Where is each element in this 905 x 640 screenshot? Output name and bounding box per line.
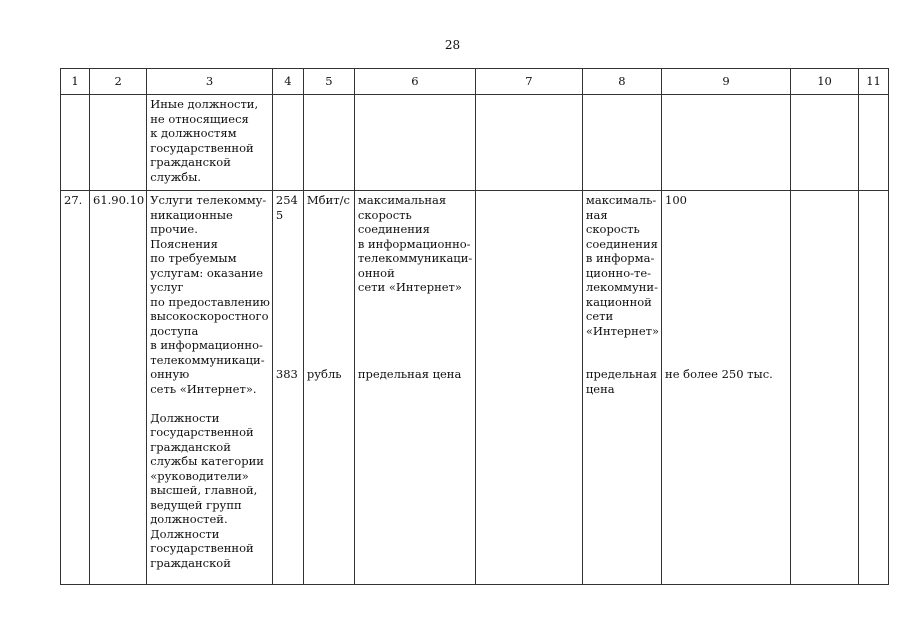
cell-text-line (665, 251, 788, 266)
cell-text-line (276, 309, 301, 324)
cell-text-line: сеть «Интернет». (150, 381, 257, 396)
cell-text-line (276, 338, 301, 353)
column-header-8: 8 (582, 69, 661, 95)
cell-text-line: 254 (275, 193, 298, 207)
cell-text-line (307, 251, 352, 266)
column-header-9: 9 (662, 69, 791, 95)
column-header-6: 6 (354, 69, 475, 95)
cell-text-line: службы. (150, 169, 202, 184)
cell-text-line: в информа- (585, 251, 655, 265)
column-header-10: 10 (791, 69, 859, 95)
cell-text-line: государственной (150, 425, 254, 439)
cell-text-line: гражданской (150, 439, 231, 454)
cell-text-line: соединения (585, 236, 658, 251)
cell-text-line (276, 222, 301, 237)
table-cell-col-7 (475, 95, 582, 191)
table-cell-col-3 (147, 95, 273, 191)
cell-text-line (665, 208, 788, 223)
table-cell-col-8 (582, 191, 661, 585)
header-row (61, 69, 889, 95)
cell-text-line: сети (585, 309, 614, 323)
cell-text-line: ведущей групп (150, 497, 242, 512)
column-header-2: 2 (90, 69, 147, 95)
cell-text-line: онную (150, 367, 190, 381)
table-cell-col-2 (90, 191, 147, 585)
cell-text-line (665, 309, 788, 324)
cell-text-line (307, 222, 352, 237)
cell-text-line: не относящиеся (150, 111, 249, 126)
column-header-7: 7 (475, 69, 582, 95)
table-cell-col-9 (662, 191, 791, 585)
cell-text-line: службы категории (150, 454, 264, 468)
table-cell-col-11 (859, 191, 889, 585)
cell-text-line (150, 396, 270, 411)
cell-text-line (358, 309, 473, 324)
cell-text-line: по предоставлению (150, 294, 270, 309)
cell-text-line (586, 338, 659, 353)
cell-text-line: лекоммуни- (585, 280, 658, 294)
cell-text-line (307, 295, 352, 310)
cell-text-line (307, 309, 352, 324)
cell-text-line (276, 251, 301, 266)
cell-text-line (276, 266, 301, 281)
cell-text-line (276, 237, 301, 252)
cell-text-line: к должностям (150, 126, 237, 140)
cell-text-line: предельная (585, 367, 657, 381)
cell-text-line: рубль (306, 367, 342, 381)
table-cell-col-2 (90, 95, 147, 191)
cell-text-line: предельная цена (357, 367, 462, 381)
table-cell-col-4 (272, 191, 303, 585)
cell-text-line: 383 (275, 367, 298, 381)
table-cell-col-1 (61, 95, 90, 191)
cell-text-line: цена (585, 381, 615, 396)
table-cell-col-1 (61, 191, 90, 585)
cell-text-line: никационные (150, 207, 233, 222)
cell-text-line (358, 353, 473, 368)
cell-text-line (276, 280, 301, 295)
cell-text-line: услугам: оказание (150, 265, 264, 280)
cell-text-line (307, 280, 352, 295)
cell-text-line (665, 222, 788, 237)
cell-text-line (665, 338, 788, 353)
cell-text-line (665, 324, 788, 339)
cell-text-line: доступа (150, 323, 199, 338)
cell-text-line (665, 295, 788, 310)
cell-text-line: высшей, главной, (150, 483, 258, 497)
cell-text-line: государственной (150, 541, 254, 555)
cell-text-line (276, 295, 301, 310)
cell-text-line: Мбит/с (306, 193, 350, 207)
cell-text-line: 61.90.10 (93, 193, 145, 207)
table-cell-col-6 (354, 191, 475, 585)
cell-text-line (358, 324, 473, 339)
table-row (61, 95, 889, 191)
cell-text-line (307, 266, 352, 281)
cell-text-line: Пояснения (150, 236, 218, 251)
cell-text-line: Должности (150, 526, 220, 541)
table-cell-col-10 (791, 95, 859, 191)
cell-text-line: по требуемым (150, 251, 237, 265)
table-cell-col-3 (147, 191, 273, 585)
table-cell-col-5 (303, 191, 354, 585)
table-cell-col-5 (303, 95, 354, 191)
cell-text-line (276, 353, 301, 368)
cell-text-line: ная (585, 207, 608, 222)
cell-text-line: максимальная (357, 193, 447, 207)
document-table (60, 68, 889, 585)
cell-text-line (665, 280, 788, 295)
table-cell-col-9 (662, 95, 791, 191)
cell-text-line (665, 353, 788, 368)
cell-text-line: гражданской (150, 155, 231, 169)
cell-text-line: скорость (585, 222, 640, 236)
cell-text-line (665, 237, 788, 252)
column-header-1: 1 (61, 69, 90, 95)
cell-text-line: 100 (665, 193, 687, 207)
cell-text-line: государственной (150, 140, 254, 155)
cell-text-line: телекоммуникаци- (357, 251, 473, 265)
cell-text-line: услуг (150, 280, 184, 294)
cell-text-line (307, 353, 352, 368)
cell-text-line: в информационно- (357, 236, 471, 251)
cell-text-line (307, 338, 352, 353)
cell-text-line: прочие. (150, 222, 198, 236)
cell-text-line (307, 324, 352, 339)
cell-text-line: телекоммуникаци- (150, 352, 265, 367)
table-cell-col-11 (859, 95, 889, 191)
cell-text-line (307, 237, 352, 252)
cell-text-line: ционно-те- (585, 265, 652, 280)
column-header-3: 3 (147, 69, 273, 95)
cell-text-line: Должности (150, 410, 220, 425)
cell-text-line: 5 (275, 207, 284, 222)
table-row (61, 191, 889, 585)
table-cell-col-10 (791, 191, 859, 585)
cell-text-line: «руководители» (150, 468, 249, 483)
table-cell-col-8 (582, 95, 661, 191)
cell-text-line: в информационно- (150, 338, 263, 352)
cell-text-line (586, 353, 659, 368)
cell-text-line: высокоскоростного (150, 309, 269, 323)
cell-text-line (358, 338, 473, 353)
cell-text-line: соединения (357, 222, 430, 236)
cell-text-line: кационной (585, 294, 652, 309)
cell-text-line: не более 250 тыс. (665, 367, 773, 381)
cell-text-line: Услуги телекомму- (150, 193, 267, 207)
table-cell-col-7 (475, 191, 582, 585)
column-header-5: 5 (303, 69, 354, 95)
column-header-4: 4 (272, 69, 303, 95)
cell-text-line: максималь- (585, 193, 657, 207)
cell-text-line: онной (357, 265, 395, 280)
cell-text-line: гражданской (150, 555, 231, 570)
cell-text-line (276, 324, 301, 339)
cell-text-line: «Интернет» (585, 323, 660, 338)
cell-text-line: должностей. (150, 512, 228, 526)
page-number: 28 (444, 38, 461, 52)
column-header-11: 11 (859, 69, 889, 95)
cell-text-line (358, 295, 473, 310)
table-cell-col-4 (272, 95, 303, 191)
cell-text-line: 27. (64, 193, 83, 207)
cell-text-line: Иные должности, (150, 97, 259, 111)
cell-text-line (307, 208, 352, 223)
cell-text-line: сети «Интернет» (357, 280, 462, 294)
table-cell-col-6 (354, 95, 475, 191)
cell-text-line: скорость (357, 207, 412, 222)
cell-text-line (665, 266, 788, 281)
